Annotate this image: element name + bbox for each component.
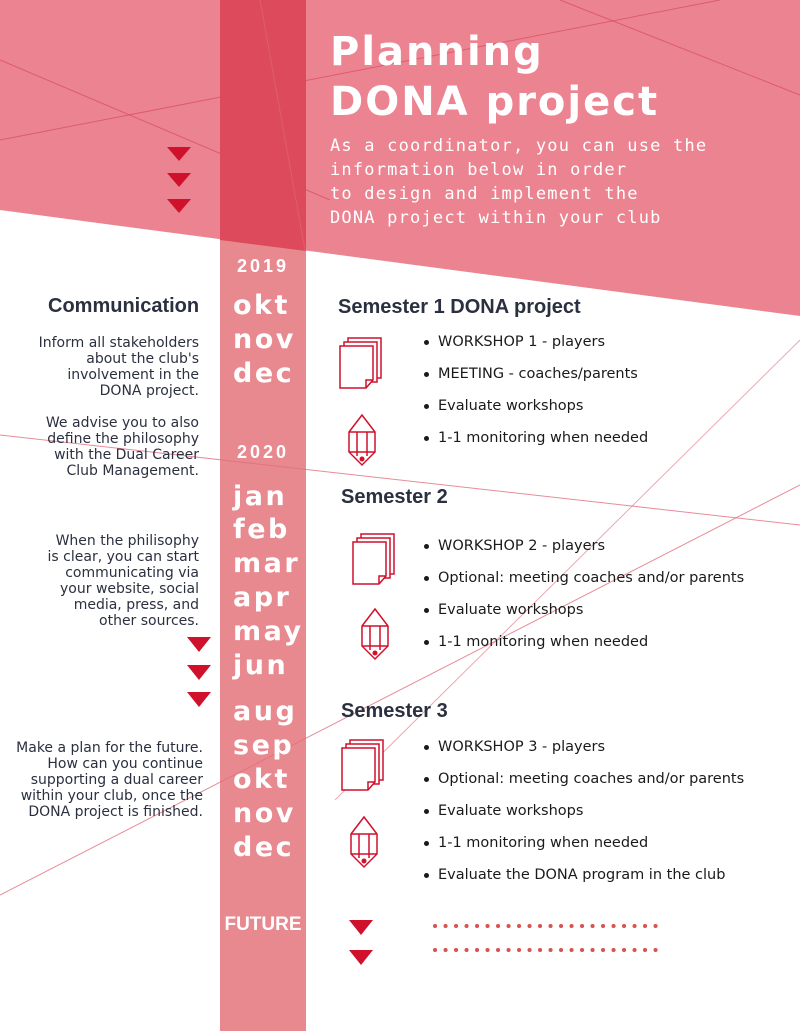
arrow-down-icon (187, 665, 211, 680)
semester-3-item: WORKSHOP 3 - players (438, 739, 606, 755)
semester-3-item: Evaluate workshops (438, 803, 584, 819)
dotted-divider (430, 920, 670, 956)
future-label: FUTURE (224, 914, 302, 935)
month-label: aug (233, 696, 298, 727)
semester-1-item: Evaluate workshops (438, 398, 584, 414)
text-line: media, press, and (73, 597, 199, 613)
year-2020: 2020 (236, 442, 290, 462)
month-label: nov (233, 324, 296, 355)
timeline-column-overlap (220, 0, 306, 251)
month-label: may (233, 616, 304, 647)
text-line: involvement in the (67, 367, 199, 383)
arrow-down-icon (187, 637, 211, 652)
month-label: okt (233, 764, 290, 795)
text-line: How can you continue (47, 756, 203, 772)
pencil-icon (348, 814, 380, 870)
text-line: your website, social (60, 581, 199, 597)
communication-paragraph-3 (48, 533, 199, 629)
semester-2-item: 1-1 monitoring when needed (438, 634, 649, 650)
month-label: jun (233, 650, 289, 681)
year-2019: 2019 (236, 256, 290, 276)
semester-2-heading: Semester 2 (341, 486, 448, 508)
month-label: jan (233, 481, 288, 512)
pencil-icon (359, 606, 391, 662)
communication-paragraph-1 (39, 335, 199, 399)
page-title-line2: DONA project (330, 79, 660, 125)
month-label: nov (233, 798, 296, 829)
text-line: with the Dual Career (54, 447, 199, 463)
documents-icon (337, 336, 385, 392)
communication-heading: Communication (48, 295, 200, 317)
arrow-down-icon-group (348, 919, 374, 969)
text-line: supporting a dual career (30, 772, 203, 788)
month-label: dec (233, 832, 295, 863)
text-line: Make a plan for the future. (16, 740, 203, 756)
semester-1-item: MEETING - coaches/parents (438, 366, 638, 382)
text-line: Inform all stakeholders (38, 335, 199, 351)
semester-1-item: 1-1 monitoring when needed (438, 430, 649, 446)
arrow-down-icon (167, 173, 191, 187)
semester-3-item: Optional: meeting coaches and/or parents (438, 771, 745, 787)
month-label: mar (233, 548, 301, 579)
arrow-down-icon (167, 199, 191, 213)
semester-2-item: WORKSHOP 2 - players (438, 538, 606, 554)
subtitle-line: DONA project within your club (330, 208, 662, 228)
month-label: apr (233, 582, 292, 613)
subtitle-line: to design and implement the (330, 184, 639, 204)
month-label: sep (233, 730, 295, 761)
communication-paragraph-2 (46, 415, 199, 479)
text-line: about the club's (86, 351, 199, 367)
text-line: DONA project is finished. (28, 804, 203, 820)
arrow-down-icon (167, 147, 191, 161)
text-line: When the philisophy (55, 533, 199, 549)
page-title-line1: Planning (330, 29, 544, 75)
arrow-down-icon-group (186, 636, 212, 710)
text-line: communicating via (65, 565, 199, 581)
semester-1-item: WORKSHOP 1 - players (438, 334, 606, 350)
semester-3-item: 1-1 monitoring when needed (438, 835, 649, 851)
arrow-down-icon (349, 950, 373, 965)
semester-1-heading: Semester 1 DONA project (338, 296, 581, 318)
arrow-down-icon (349, 920, 373, 935)
text-line: We advise you to also (45, 415, 199, 431)
text-line: DONA project. (99, 383, 199, 399)
semester-2-item: Evaluate workshops (438, 602, 584, 618)
text-line: define the philosophy (47, 431, 199, 447)
month-label: dec (233, 358, 295, 389)
arrow-down-icon (187, 692, 211, 707)
text-line: other sources. (99, 613, 199, 629)
text-line: Club Management. (66, 463, 199, 479)
semester-2-item: Optional: meeting coaches and/or parents (438, 570, 745, 586)
subtitle-line: information below in order (330, 160, 628, 180)
documents-icon (339, 738, 387, 794)
pencil-icon (346, 412, 378, 468)
month-label: okt (233, 290, 290, 321)
semester-3-item: Evaluate the DONA program in the club (438, 867, 726, 883)
subtitle-line: As a coordinator, you can use the (330, 136, 708, 156)
communication-paragraph-4 (16, 740, 203, 820)
month-label: feb (233, 514, 290, 545)
text-line: within your club, once the (20, 788, 203, 804)
text-line: is clear, you can start (47, 549, 199, 565)
semester-3-heading: Semester 3 (341, 700, 448, 722)
arrow-down-icon-group (166, 146, 192, 218)
documents-icon (350, 532, 398, 588)
